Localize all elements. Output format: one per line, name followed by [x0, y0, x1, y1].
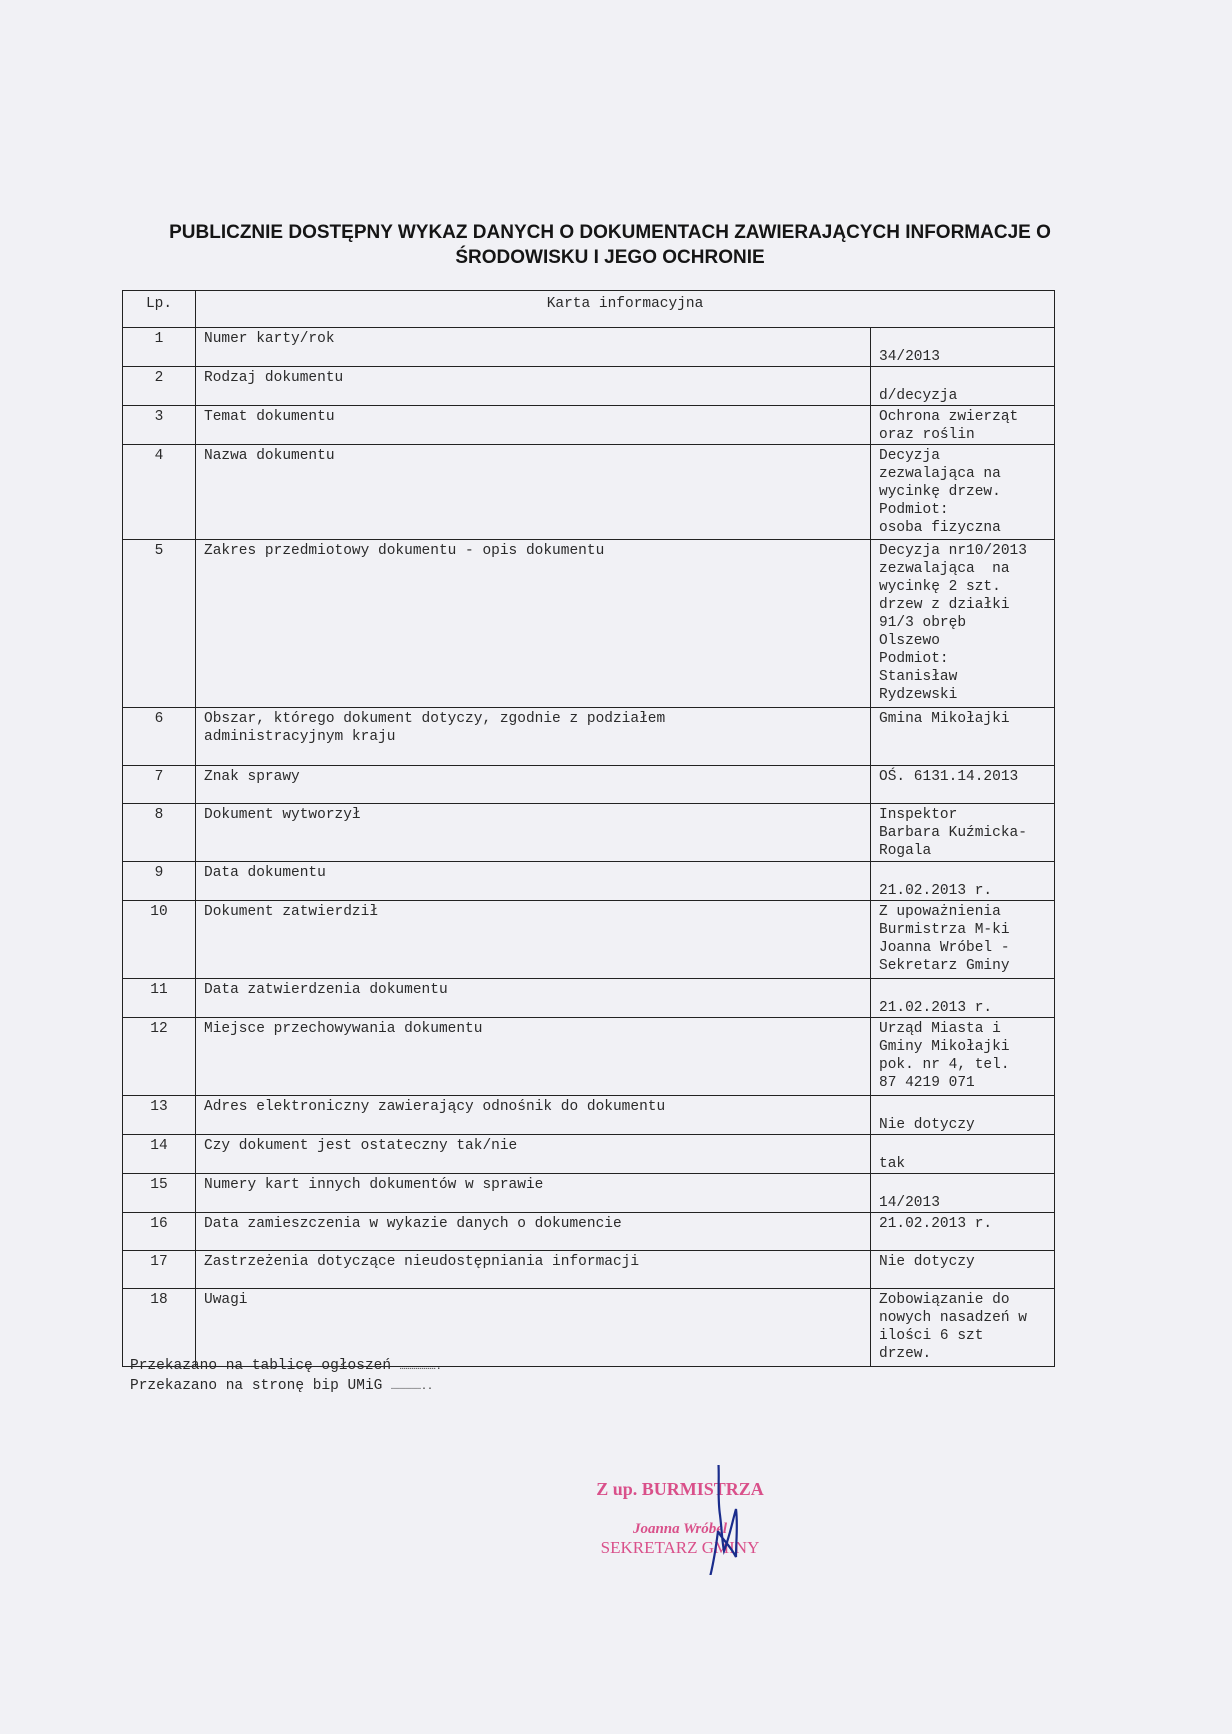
row-label: Dokument wytworzył — [196, 804, 871, 862]
row-number: 18 — [123, 1289, 196, 1367]
table-row — [123, 1213, 1055, 1251]
row-number: 3 — [123, 406, 196, 445]
table-header-row — [123, 291, 1055, 328]
table-row — [123, 1096, 1055, 1135]
document-title — [110, 220, 1110, 270]
row-number: 5 — [123, 540, 196, 708]
row-value: Inspektor Barbara Kuźmicka- Rogala — [871, 804, 1055, 862]
row-number: 4 — [123, 445, 196, 540]
row-label: Czy dokument jest ostateczny tak/nie — [196, 1135, 871, 1174]
bip-text: Przekazano na stronę bip UMiG — [130, 1378, 383, 1394]
header-lp: Lp. — [123, 291, 196, 328]
table-row — [123, 1289, 1055, 1367]
table-row — [123, 1251, 1055, 1289]
stamp-line-3: SEKRETARZ GMINY — [600, 1538, 760, 1557]
notice-board-text: Przekazano na tablicę ogłoszeń — [130, 1358, 392, 1374]
table-row — [123, 979, 1055, 1018]
row-value: 34/2013 — [871, 328, 1055, 367]
row-label: Zakres przedmiotowy dokumentu - opis dokumentu — [196, 540, 871, 708]
title-line-2: ŚRODOWISKU I JEGO OCHRONIE — [455, 247, 765, 268]
row-number: 13 — [123, 1096, 196, 1135]
notice-board-dots: ………………. — [399, 1362, 442, 1373]
table-row — [123, 1174, 1055, 1213]
row-number: 14 — [123, 1135, 196, 1174]
notice-board-line — [130, 1357, 442, 1377]
row-label: Znak sprawy — [196, 766, 871, 804]
row-value: Nie dotyczy — [871, 1251, 1055, 1289]
row-number: 1 — [123, 328, 196, 367]
row-label: Miejsce przechowywania dokumentu — [196, 1018, 871, 1096]
row-number: 17 — [123, 1251, 196, 1289]
row-number: 10 — [123, 901, 196, 979]
row-value: Urząd Miasta i Gminy Mikołajki pok. nr 4, tel. 87 4219 071 — [871, 1018, 1055, 1096]
row-value: 21.02.2013 r. — [871, 1213, 1055, 1251]
row-label: Uwagi — [196, 1289, 871, 1367]
row-value: Nie dotyczy — [871, 1096, 1055, 1135]
row-label: Rodzaj dokumentu — [196, 367, 871, 406]
title-line-1: PUBLICZNIE DOSTĘPNY WYKAZ DANYCH O DOKUMENTACH ZAWIERAJĄCYCH INFORMACJE O — [169, 222, 1051, 243]
row-label: Dokument zatwierdził — [196, 901, 871, 979]
row-number: 15 — [123, 1174, 196, 1213]
row-label: Data zamieszczenia w wykazie danych o dokumencie — [196, 1213, 871, 1251]
row-value: tak — [871, 1135, 1055, 1174]
row-number: 12 — [123, 1018, 196, 1096]
row-label: Temat dokumentu — [196, 406, 871, 445]
row-number: 2 — [123, 367, 196, 406]
table-row — [123, 367, 1055, 406]
row-number: 7 — [123, 766, 196, 804]
row-label: Zastrzeżenia dotyczące nieudostępniania informacji — [196, 1251, 871, 1289]
table-row — [123, 804, 1055, 862]
row-number: 16 — [123, 1213, 196, 1251]
row-label: Obszar, którego dokument dotyczy, zgodnie z podziałem administracyjnym kraju — [196, 708, 871, 766]
row-value: Decyzja nr10/2013 zezwalająca na wycinkę 2 szt. drzew z działki 91/3 obręb Olszewo Podmiot: Stanisław Rydzewski — [871, 540, 1055, 708]
table-row — [123, 406, 1055, 445]
official-stamp-with-signature — [560, 1465, 810, 1575]
row-value: Gmina Mikołajki — [871, 708, 1055, 766]
transfer-notes — [130, 1357, 442, 1397]
row-value: Zobowiązanie do nowych nasadzeń w ilości 6 szt drzew. — [871, 1289, 1055, 1367]
table-row — [123, 540, 1055, 708]
row-number: 8 — [123, 804, 196, 862]
table-row — [123, 445, 1055, 540]
table-row — [123, 708, 1055, 766]
row-value: Ochrona zwierząt oraz roślin — [871, 406, 1055, 445]
row-label: Data dokumentu — [196, 862, 871, 901]
stamp-line-1: Z up. BURMISTRZA — [596, 1479, 764, 1499]
row-label: Data zatwierdzenia dokumentu — [196, 979, 871, 1018]
row-value: d/decyzja — [871, 367, 1055, 406]
row-value: OŚ. 6131.14.2013 — [871, 766, 1055, 804]
row-number: 9 — [123, 862, 196, 901]
row-number: 6 — [123, 708, 196, 766]
row-label: Numer karty/rok — [196, 328, 871, 367]
row-value: Decyzja zezwalająca na wycinkę drzew. Podmiot: osoba fizyczna — [871, 445, 1055, 540]
row-label: Nazwa dokumentu — [196, 445, 871, 540]
row-label: Numery kart innych dokumentów w sprawie — [196, 1174, 871, 1213]
row-number: 11 — [123, 979, 196, 1018]
table-row — [123, 1018, 1055, 1096]
table-row — [123, 328, 1055, 367]
row-value: 21.02.2013 r. — [871, 862, 1055, 901]
row-value: 21.02.2013 r. — [871, 979, 1055, 1018]
table-row — [123, 862, 1055, 901]
row-label: Adres elektroniczny zawierający odnośnik do dokumentu — [196, 1096, 871, 1135]
row-value: Z upoważnienia Burmistrza M-ki Joanna Wróbel - Sekretarz Gminy — [871, 901, 1055, 979]
bip-line — [130, 1377, 442, 1397]
table-row — [123, 766, 1055, 804]
header-karta: Karta informacyjna — [196, 291, 1055, 328]
row-value: 14/2013 — [871, 1174, 1055, 1213]
table-row — [123, 901, 1055, 979]
bip-dots: …………….. — [391, 1382, 434, 1393]
info-card-table — [122, 290, 1055, 1367]
stamp-line-2: Joanna Wróbel — [632, 1521, 728, 1537]
table-row — [123, 1135, 1055, 1174]
